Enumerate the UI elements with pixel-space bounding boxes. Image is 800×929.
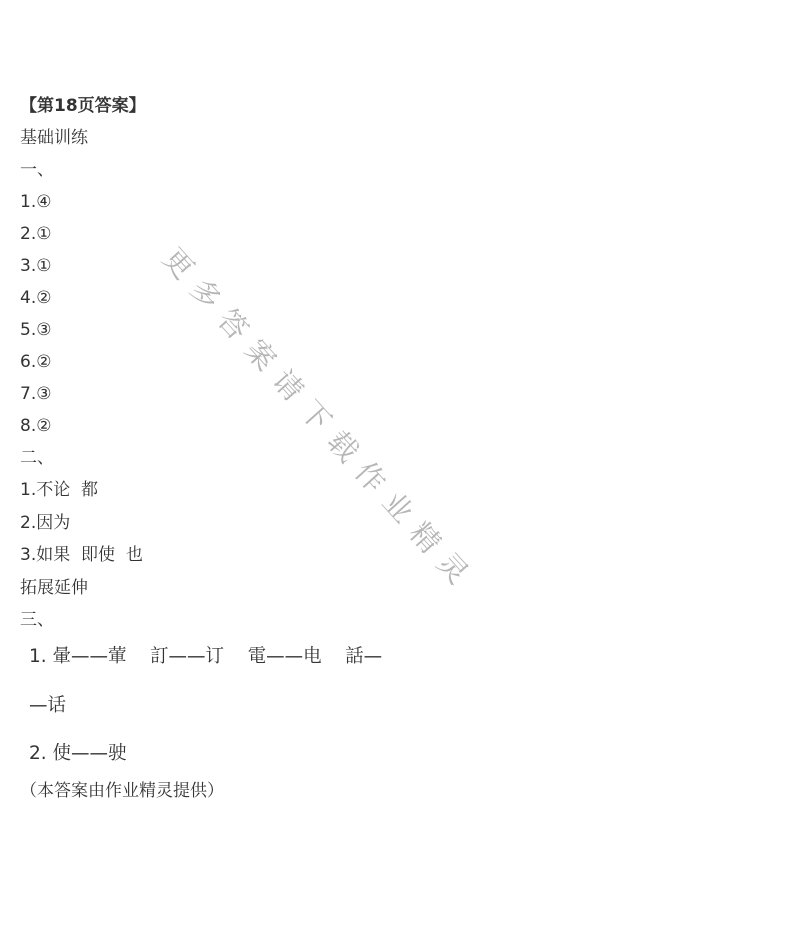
- page-title: 【第18页答案】: [20, 96, 146, 116]
- footer-note: （本答案由作业精灵提供）: [20, 781, 224, 801]
- section-heading-basic: 基础训练: [20, 128, 88, 148]
- part-heading-2: 二、: [20, 448, 54, 468]
- part-heading-1: 一、: [20, 160, 54, 180]
- answer-item: 5.③: [20, 320, 52, 340]
- answer-item: —话: [29, 695, 67, 716]
- answer-item: 8.②: [20, 416, 52, 436]
- section-heading-extension: 拓展延伸: [20, 578, 88, 598]
- answer-item: 2. 使——驶: [29, 743, 127, 764]
- answer-item: 7.③: [20, 384, 52, 404]
- answer-item: 3.①: [20, 256, 52, 276]
- answer-item: 1.不论 都: [20, 480, 99, 500]
- part-heading-3: 三、: [20, 610, 54, 630]
- answer-item: 6.②: [20, 352, 52, 372]
- answer-item: 3.如果 即使 也: [20, 545, 143, 565]
- answer-item: 1. 暈——葷 訂——订 電——电 話—: [29, 646, 383, 667]
- answer-item: 1.④: [20, 192, 52, 212]
- answer-item: 4.②: [20, 288, 52, 308]
- watermark-text: 更多答案请下载作业精灵: [156, 241, 484, 600]
- answer-item: 2.①: [20, 224, 52, 244]
- answer-item: 2.因为: [20, 513, 71, 533]
